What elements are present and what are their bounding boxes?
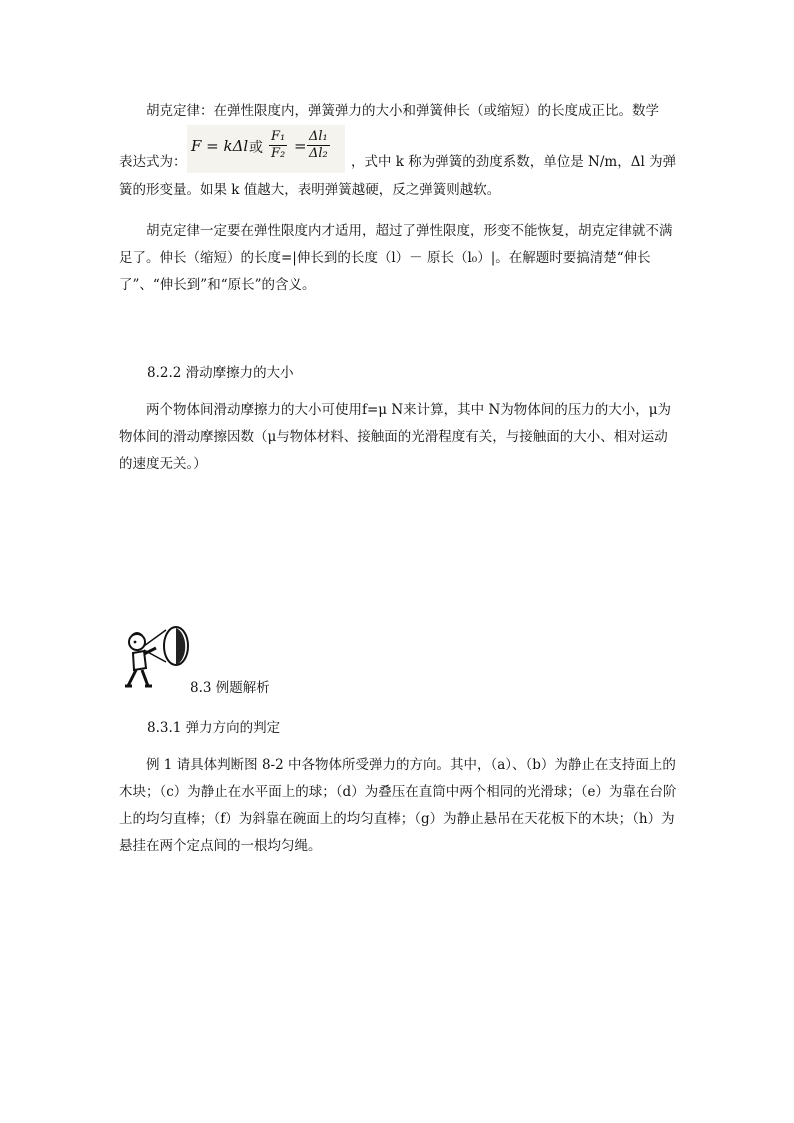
example-1-paragraph: 例 1 请具体判断图 8-2 中各物体所受弹力的方向。其中，（a）、（b）为静止在支持面上的木块；（c）为静止在水平面上的球；（d）为叠压在直筒中两个相同的光滑球；（e）为靠在台阶上的均匀直棒；（f）为斜靠在碗面上的均匀直棒；（g）为静止悬吊在天花板下的木块；（h）为悬挂在两个定点间的一根均匀绳。 [119, 757, 677, 854]
hooke-formula-line [119, 123, 679, 179]
friction-paragraph: 两个物体间滑动摩擦力的大小可使用f=μ N来计算，其中 N为物体间的压力的大小，μ为物体间的滑动摩擦因数（μ与物体材料、接触面的光滑程度有关，与接触面的大小、相对运动的速度无关。） [119, 402, 672, 472]
cartoon-figure-icon [122, 618, 194, 688]
hooke-law-line3: 簧的形变量。如果 k 值越大，表明弹簧越硬，反之弹簧则越软。 [119, 182, 501, 198]
formula-lead: 表达式为： [119, 154, 187, 170]
formula-or: 或 [249, 140, 263, 156]
fraction-f1: F₁ [271, 129, 286, 144]
hooke-law-line1: 胡克定律：在弹性限度内，弹簧弹力的大小和弹簧伸长（或缩短）的长度成正比。数学 [146, 103, 659, 119]
formula-equals: = [294, 137, 307, 155]
fraction-dl1: Δl₁ [309, 129, 328, 144]
section-heading-8-2-2: 8.2.2 滑动摩擦力的大小 [147, 365, 294, 381]
formula-f-kdl: F = kΔl [191, 137, 249, 155]
formula-tail: ，式中 k 称为弹簧的劲度系数，单位是 N/m，Δl 为弹 [351, 154, 677, 170]
hooke-formula-image [187, 125, 345, 173]
formula-length-fraction [307, 129, 330, 162]
section-heading-8-3-1: 8.3.1 弹力方向的判定 [147, 720, 281, 736]
section-heading-8-3: 8.3 例题解析 [190, 680, 270, 696]
hooke-note-paragraph: 胡克定律一定要在弹性限度内才适用，超过了弹性限度，形变不能恢复，胡克定律就不满足了。伸长（缩短）的长度=|伸长到的长度（l）－ 原长（l₀）|。在解题时要搞清楚“伸长了”、“伸长到”和“原长”的含义。 [119, 223, 673, 293]
fraction-dl2: Δl₂ [309, 146, 328, 161]
formula-force-fraction [269, 129, 287, 162]
fraction-f2: F₂ [271, 146, 286, 161]
